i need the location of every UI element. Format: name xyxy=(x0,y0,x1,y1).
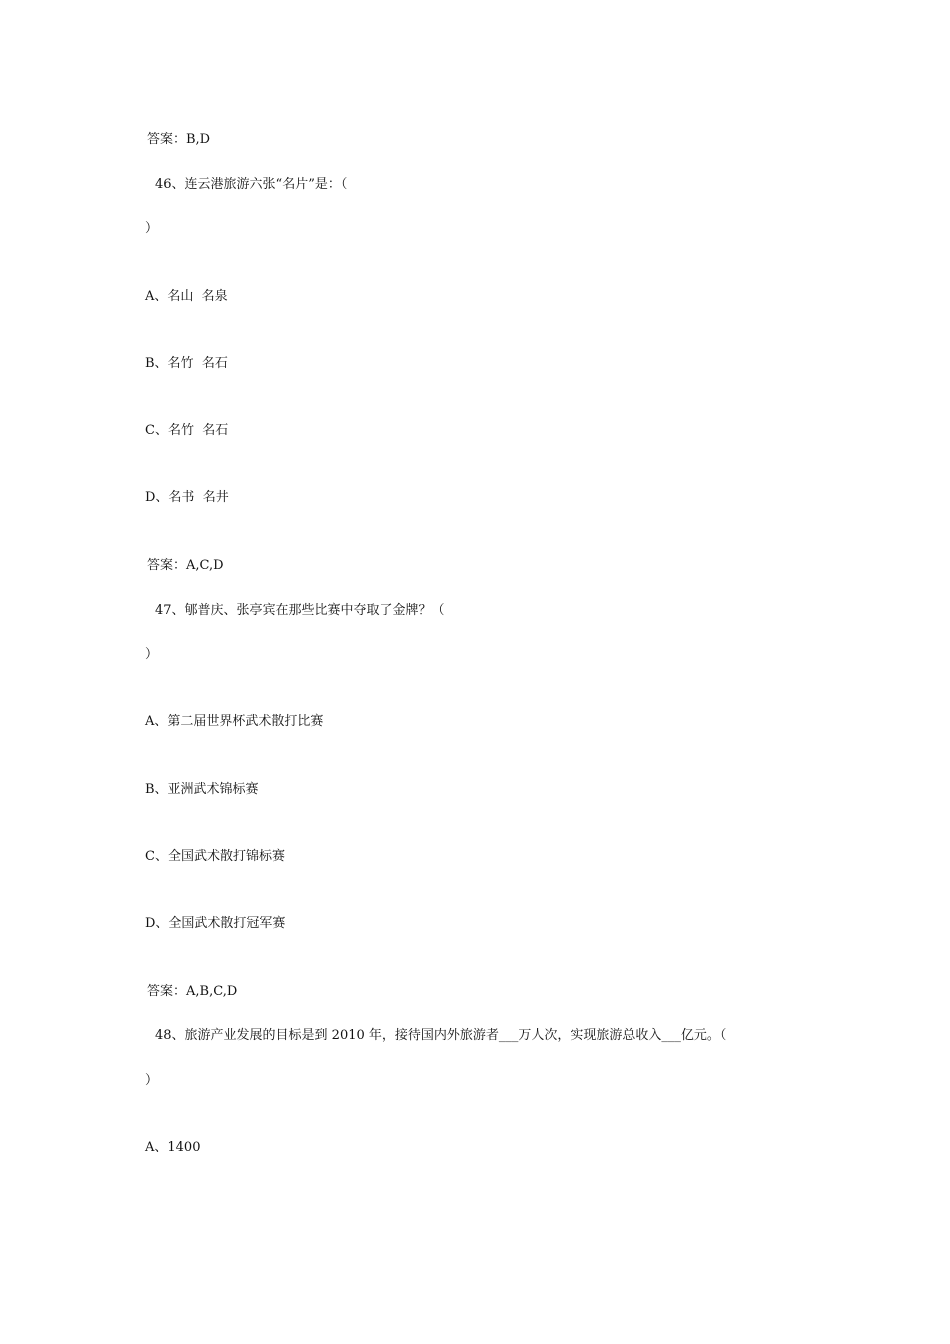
answer-45: 答案：B,D xyxy=(147,132,211,147)
option-46-c: C、名竹 名石 xyxy=(145,423,229,438)
question-46: 46、连云港旅游六张“名片”是：（ xyxy=(155,177,348,192)
question-48-close-paren: ） xyxy=(145,1073,159,1088)
question-47: 47、郇普庆、张亭宾在那些比赛中夺取了金牌？（ xyxy=(155,603,445,618)
answer-47: 答案：A,B,C,D xyxy=(147,984,238,999)
option-46-d: D、名书 名井 xyxy=(145,490,229,505)
option-46-b: B、名竹 名石 xyxy=(145,356,228,371)
question-47-close-paren: ） xyxy=(145,647,159,662)
question-48: 48、旅游产业发展的目标是到 2010 年，接待国内外旅游者___万人次，实现旅游总收入___亿元。（ xyxy=(155,1028,727,1043)
question-46-close-paren: ） xyxy=(145,221,159,236)
answer-46: 答案：A,C,D xyxy=(147,558,224,573)
option-47-b: B、亚洲武术锦标赛 xyxy=(145,782,259,797)
option-46-a: A、名山 名泉 xyxy=(145,289,228,304)
option-48-a: A、1400 xyxy=(145,1140,201,1155)
option-47-c: C、全国武术散打锦标赛 xyxy=(145,849,285,864)
option-47-a: A、第二届世界杯武术散打比赛 xyxy=(145,714,324,729)
option-47-d: D、全国武术散打冠军赛 xyxy=(145,916,286,931)
